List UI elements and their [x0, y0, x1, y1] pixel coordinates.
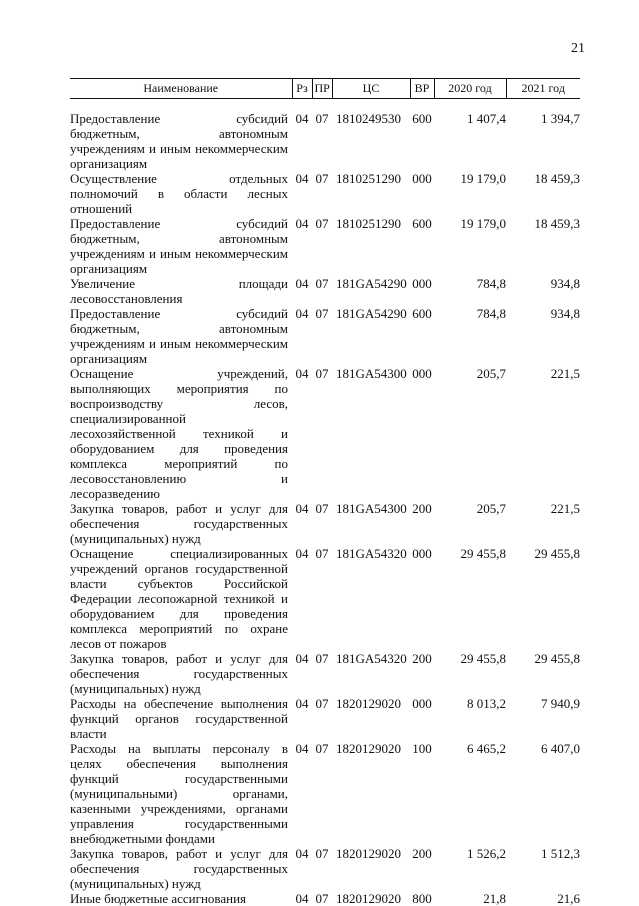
row-cs: 1820129020: [332, 741, 410, 846]
row-vr: 600: [410, 306, 434, 366]
row-vr: 600: [410, 99, 434, 172]
column-header-pr: ПР: [312, 79, 332, 99]
row-pr: 07: [312, 99, 332, 172]
row-pr: 07: [312, 696, 332, 741]
row-value-2021: 1 394,7: [506, 99, 580, 172]
row-value-2021: 18 459,3: [506, 171, 580, 216]
table-row: [70, 366, 580, 501]
row-pr: 07: [312, 741, 332, 846]
row-vr: 600: [410, 216, 434, 276]
row-value-2021: 6 407,0: [506, 741, 580, 846]
row-value-2020: 6 465,2: [434, 741, 506, 846]
row-name: Увеличение площади лесовосстановления: [70, 276, 292, 306]
table-row: [70, 306, 580, 366]
row-value-2021: 18 459,3: [506, 216, 580, 276]
row-name: Предоставление субсидий бюджетным, автономным учреждениям и иным некоммерческим организациям: [70, 99, 292, 172]
row-value-2020: 205,7: [434, 366, 506, 501]
row-vr: 000: [410, 546, 434, 651]
row-name: Предоставление субсидий бюджетным, автономным учреждениям и иным некоммерческим организациям: [70, 306, 292, 366]
row-vr: 000: [410, 276, 434, 306]
row-value-2020: 29 455,8: [434, 546, 506, 651]
table-row: [70, 546, 580, 651]
row-rz: 04: [292, 891, 312, 906]
table-row: [70, 501, 580, 546]
row-name: Оснащение учреждений, выполняющих мероприятия по воспроизводству лесов, специализированной лесохозяйственной техникой и оборудованием для проведения комплекса мероприятий по лесовосстановлению и лесоразведению: [70, 366, 292, 501]
row-cs: 181GA54300: [332, 366, 410, 501]
row-value-2021: 934,8: [506, 276, 580, 306]
row-value-2020: 21,8: [434, 891, 506, 906]
row-vr: 800: [410, 891, 434, 906]
page-number: 21: [555, 41, 585, 57]
row-rz: 04: [292, 741, 312, 846]
row-pr: 07: [312, 651, 332, 696]
row-value-2020: 205,7: [434, 501, 506, 546]
row-rz: 04: [292, 501, 312, 546]
row-pr: 07: [312, 366, 332, 501]
table-row: [70, 216, 580, 276]
row-vr: 000: [410, 171, 434, 216]
row-value-2021: 221,5: [506, 501, 580, 546]
column-header-2021: 2021 год: [506, 79, 580, 99]
row-value-2020: 1 407,4: [434, 99, 506, 172]
row-vr: 200: [410, 501, 434, 546]
row-cs: 1820129020: [332, 696, 410, 741]
row-vr: 100: [410, 741, 434, 846]
row-rz: 04: [292, 216, 312, 276]
row-cs: 181GA54320: [332, 546, 410, 651]
row-value-2020: 19 179,0: [434, 171, 506, 216]
row-cs: 1810251290: [332, 171, 410, 216]
row-vr: 000: [410, 366, 434, 501]
row-rz: 04: [292, 546, 312, 651]
row-pr: 07: [312, 501, 332, 546]
row-value-2020: 8 013,2: [434, 696, 506, 741]
row-name: Предоставление субсидий бюджетным, автономным учреждениям и иным некоммерческим организациям: [70, 216, 292, 276]
table-row: [70, 891, 580, 906]
column-header-rz: Рз: [292, 79, 312, 99]
row-cs: 181GA54290: [332, 306, 410, 366]
column-header-vr: ВР: [410, 79, 434, 99]
row-value-2021: 934,8: [506, 306, 580, 366]
row-value-2021: 1 512,3: [506, 846, 580, 891]
row-value-2020: 29 455,8: [434, 651, 506, 696]
row-cs: 181GA54300: [332, 501, 410, 546]
row-name: Закупка товаров, работ и услуг для обеспечения государственных (муниципальных) нужд: [70, 846, 292, 891]
column-header-2020: 2020 год: [434, 79, 506, 99]
row-pr: 07: [312, 216, 332, 276]
row-name: Иные бюджетные ассигнования: [70, 891, 292, 906]
row-value-2021: 29 455,8: [506, 546, 580, 651]
row-name: Оснащение специализированных учреждений органов государственной власти субъектов Российской Федерации лесопожарной техникой и оборудованием для проведения комплекса мероприятий по охране лесов от пожаров: [70, 546, 292, 651]
row-value-2020: 784,8: [434, 276, 506, 306]
row-value-2020: 1 526,2: [434, 846, 506, 891]
table-row: [70, 651, 580, 696]
row-cs: 1810251290: [332, 216, 410, 276]
table-row: [70, 741, 580, 846]
row-name: Осуществление отдельных полномочий в области лесных отношений: [70, 171, 292, 216]
table-body: [70, 99, 580, 906]
row-name: Закупка товаров, работ и услуг для обеспечения государственных (муниципальных) нужд: [70, 501, 292, 546]
row-value-2020: 19 179,0: [434, 216, 506, 276]
table-row: [70, 99, 580, 172]
row-rz: 04: [292, 99, 312, 172]
row-cs: 181GA54320: [332, 651, 410, 696]
table-row: [70, 696, 580, 741]
row-rz: 04: [292, 276, 312, 306]
row-value-2021: 21,6: [506, 891, 580, 906]
budget-table: [70, 78, 580, 906]
row-rz: 04: [292, 651, 312, 696]
row-rz: 04: [292, 306, 312, 366]
row-cs: 1820129020: [332, 846, 410, 891]
row-pr: 07: [312, 276, 332, 306]
row-value-2021: 7 940,9: [506, 696, 580, 741]
row-cs: 181GA54290: [332, 276, 410, 306]
row-pr: 07: [312, 546, 332, 651]
table-header: [70, 79, 580, 99]
row-rz: 04: [292, 171, 312, 216]
row-value-2021: 29 455,8: [506, 651, 580, 696]
column-header-name: Наименование: [70, 79, 292, 99]
row-value-2021: 221,5: [506, 366, 580, 501]
row-rz: 04: [292, 696, 312, 741]
table-row: [70, 171, 580, 216]
row-pr: 07: [312, 846, 332, 891]
table-row: [70, 276, 580, 306]
row-name: Расходы на обеспечение выполнения функций органов государственной власти: [70, 696, 292, 741]
row-pr: 07: [312, 306, 332, 366]
row-cs: 1810249530: [332, 99, 410, 172]
row-vr: 200: [410, 651, 434, 696]
row-name: Расходы на выплаты персоналу в целях обеспечения выполнения функций государственными (муниципальными) органами, казенными учреждениями, органами управления государственными внебюджетными фондами: [70, 741, 292, 846]
row-cs: 1820129020: [332, 891, 410, 906]
row-pr: 07: [312, 891, 332, 906]
row-vr: 200: [410, 846, 434, 891]
row-rz: 04: [292, 846, 312, 891]
row-rz: 04: [292, 366, 312, 501]
row-value-2020: 784,8: [434, 306, 506, 366]
row-name: Закупка товаров, работ и услуг для обеспечения государственных (муниципальных) нужд: [70, 651, 292, 696]
row-pr: 07: [312, 171, 332, 216]
column-header-cs: ЦС: [332, 79, 410, 99]
row-vr: 000: [410, 696, 434, 741]
table-row: [70, 846, 580, 891]
